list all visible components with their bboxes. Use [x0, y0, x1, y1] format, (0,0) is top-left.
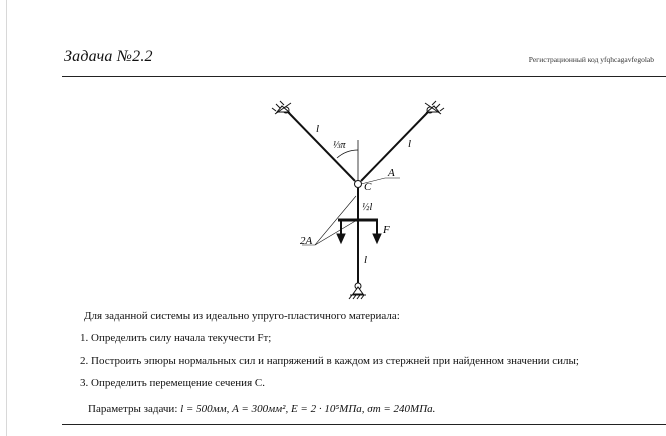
node-label: C	[364, 181, 372, 193]
force-arrow-right	[373, 234, 381, 243]
force-arrow-left	[337, 234, 345, 243]
param-yield-stress: σт = 240МПа.	[367, 403, 436, 415]
task-list	[80, 332, 579, 400]
bar-bottom-length-label: l	[364, 254, 368, 266]
bar-right-length-label: l	[408, 138, 412, 150]
params-prefix: Параметры задачи:	[88, 403, 178, 415]
task-item: 1. Определить силу начала текучести Fт;	[80, 332, 272, 344]
angle-arc	[337, 150, 358, 158]
support-bottom	[349, 283, 366, 299]
footer-rule	[62, 424, 666, 425]
area-top-label: A	[388, 167, 395, 179]
offset-label: ½l	[362, 202, 373, 213]
area-bottom-label: 2A	[300, 235, 313, 247]
bar-left-length-label: l	[316, 123, 320, 135]
param-area: A = 300мм²,	[232, 403, 289, 415]
task-item: 2. Построить эпюры нормальных сил и напряжений в каждом из стержней при найденном значении силы;	[80, 354, 579, 367]
angle-label: ⅓π	[333, 140, 346, 151]
task-item: 3. Определить перемещение сечения C.	[80, 377, 265, 389]
param-length: l = 500мм,	[180, 403, 230, 415]
leader-line-area-bottom-2	[315, 220, 357, 245]
intro-text: Для заданной системы из идеально упруго-пластичного материала:	[84, 310, 400, 322]
node-c	[355, 181, 362, 188]
registration-code: Регистрационный код yfqhcagavfegolab	[528, 55, 654, 64]
problem-title: Задача №2.2	[64, 48, 153, 65]
param-modulus: E = 2 · 10⁵МПа,	[290, 403, 365, 415]
force-label: F	[383, 224, 390, 236]
parameters-line	[88, 403, 435, 415]
